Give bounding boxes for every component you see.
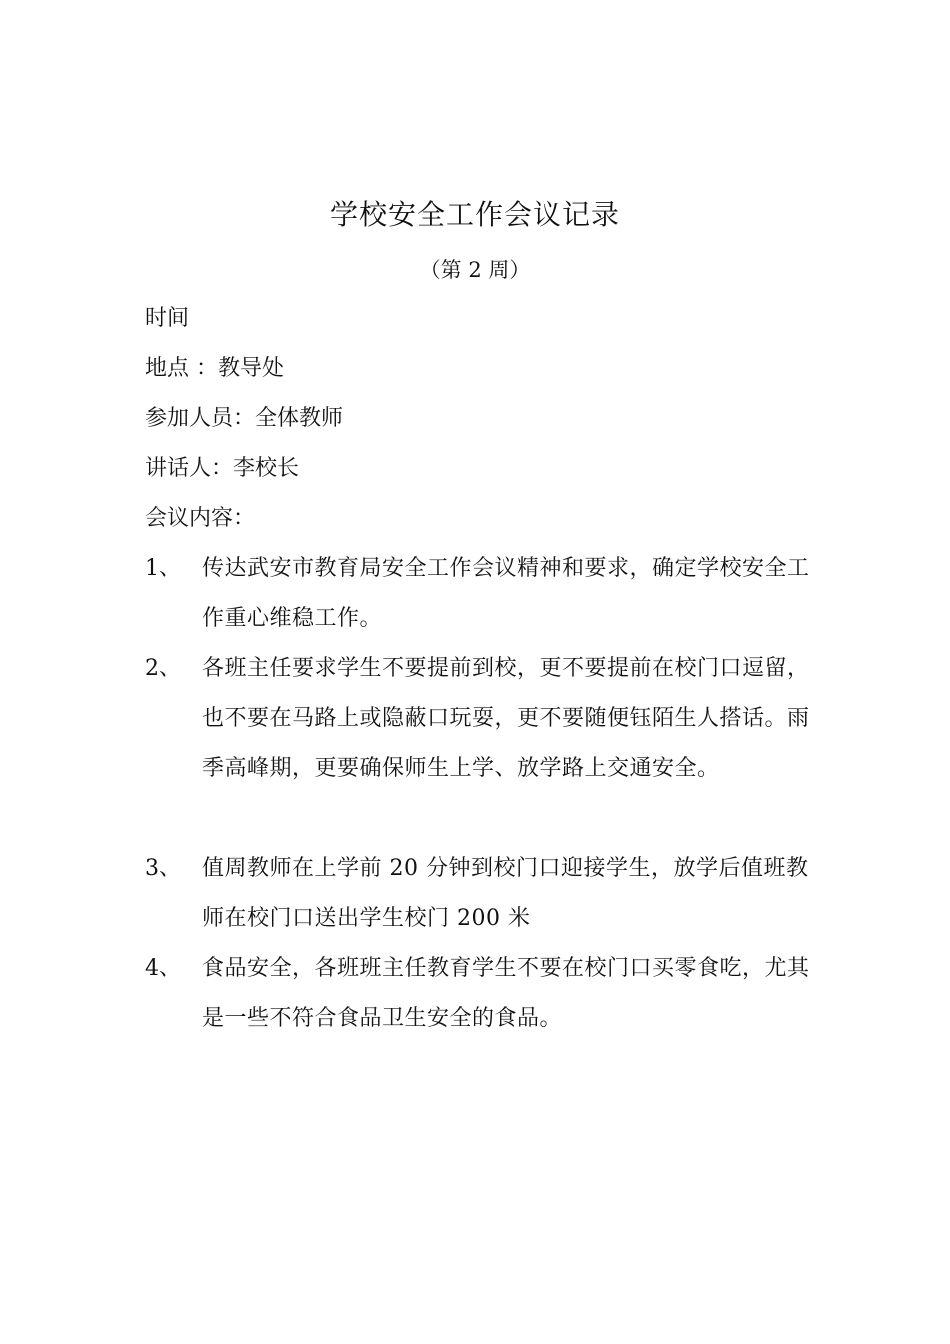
item-text: 各班主任要求学生不要提前到校，更不要提前在校门口逗留，也不要在马路上或隐蔽口玩耍，更不要随便钰陌生人搭话。雨季高峰期，更要确保师生上学、放学路上交通安全。: [202, 656, 810, 781]
attendees-field: 参加人员：全体教师: [145, 406, 344, 431]
item-number: 3、: [145, 856, 181, 881]
speaker-field: 讲话人：李校长: [145, 456, 300, 481]
item-text: 食品安全，各班班主任教育学生不要在校门口买零食吃，尤其是一些不符合食品卫生安全的食品。: [202, 956, 810, 1031]
location-field: 地点 ：教导处: [145, 356, 284, 381]
content-label: 会议内容：: [145, 506, 256, 531]
document-subtitle: （第 2 周）: [419, 258, 531, 282]
time-field: 时间: [145, 306, 190, 331]
item-text: 值周教师在上学前 20 分钟到校门口迎接学生，放学后值班教师在校门口送出学生校门 200 米: [202, 856, 809, 931]
item-number: 4、: [145, 956, 181, 981]
document-title: 学校安全工作会议记录: [329, 198, 620, 231]
item-number: 2、: [145, 656, 181, 681]
item-text: 传达武安市教育局安全工作会议精神和要求，确定学校安全工作重心维稳工作。: [202, 556, 810, 631]
item-number: 1、: [145, 556, 181, 581]
